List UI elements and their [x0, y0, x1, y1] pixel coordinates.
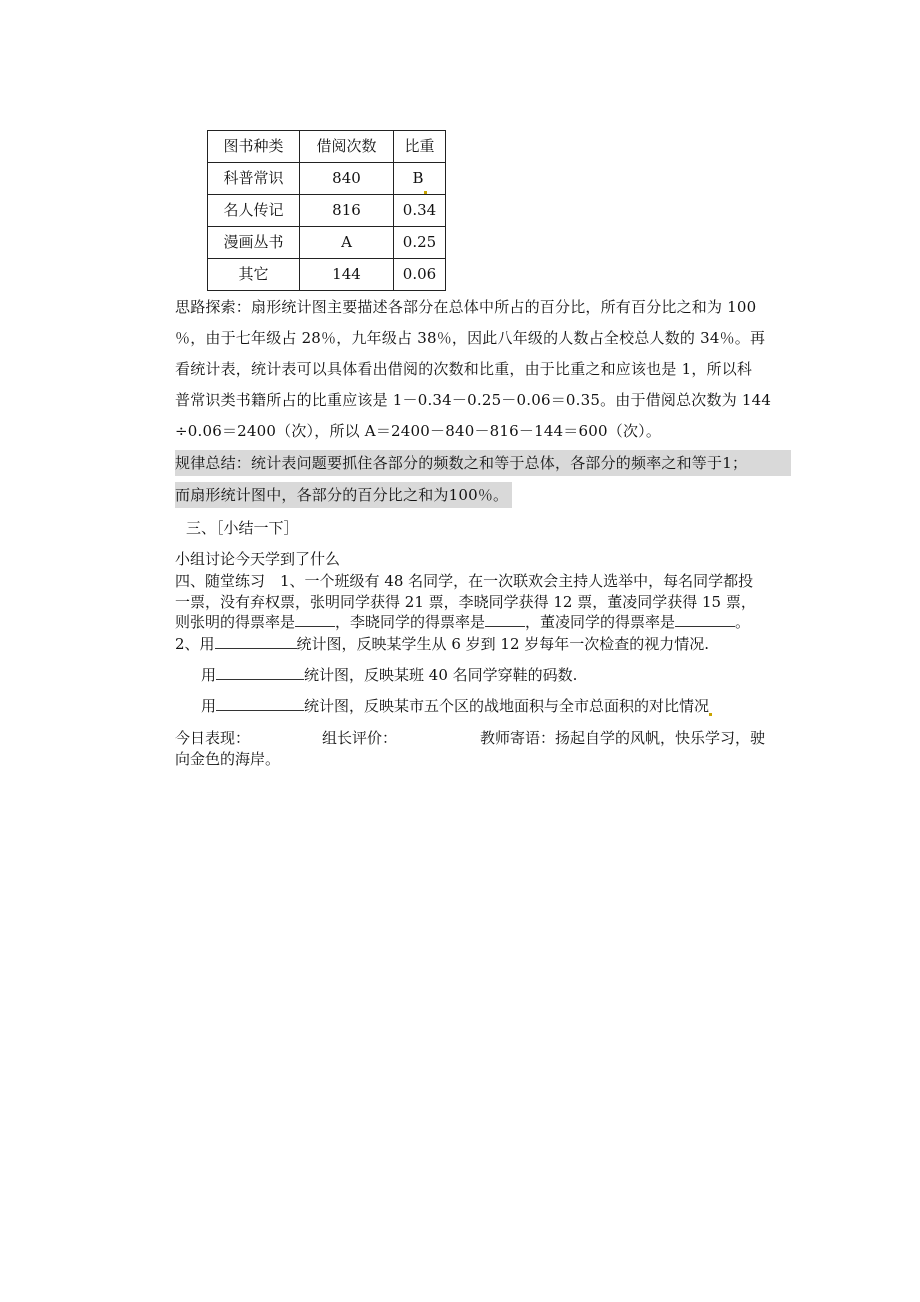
answer-blank[interactable]	[216, 696, 304, 711]
table-cell-text: B	[412, 169, 424, 187]
exercise-text: 统计图，反映某学生从 6 岁到 12 岁每年一次检查的视力情况.	[296, 635, 710, 653]
discussion-text: 小组讨论今天学到了什么	[175, 550, 341, 568]
performance-label: 今日表现：	[175, 729, 251, 747]
exercise-text: 用	[201, 666, 217, 684]
table-cell: 816	[300, 195, 394, 227]
analysis-line: 思路探索：扇形统计图主要描述各部分在总体中所占的百分比，所有百分比之和为 100	[175, 298, 757, 316]
book-borrowing-table	[207, 130, 446, 291]
answer-blank[interactable]	[215, 634, 297, 649]
table-cell: 0.25	[394, 227, 446, 259]
table-header-cell: 借阅次数	[300, 131, 394, 163]
table-cell: 其它	[208, 259, 300, 291]
answer-blank[interactable]	[675, 612, 735, 627]
section-title: 三、［小结一下］	[186, 519, 299, 537]
exercise-text: 2、用	[175, 635, 215, 653]
table-cell: 0.34	[394, 195, 446, 227]
table-cell: A	[300, 227, 394, 259]
summary-line: 而扇形统计图中，各部分的百分比之和为100％。	[175, 482, 512, 508]
table-header-cell: 图书种类	[208, 131, 300, 163]
summary-line: 规律总结：统计表问题要抓住各部分的频数之和等于总体，各部分的频率之和等于1；	[175, 450, 791, 476]
analysis-line: ÷0.06＝2400（次），所以 A＝2400－840－816－144＝600（次）。	[175, 422, 662, 440]
leader-evaluation-label: 组长评价：	[322, 729, 398, 747]
table-cell: 840	[300, 163, 394, 195]
table-header-cell: 比重	[394, 131, 446, 163]
exercise-text: 用	[201, 697, 217, 715]
exercise-text: ，董凌同学的得票率是	[525, 613, 676, 631]
answer-blank[interactable]	[216, 665, 304, 680]
table-row	[208, 195, 446, 227]
table-row	[208, 259, 446, 291]
exercise-text: 统计图，反映某市五个区的战地面积与全市总面积的对比情况	[304, 697, 710, 715]
table-cell: 0.06	[394, 259, 446, 291]
table-cell	[394, 163, 446, 195]
exercise-text: 则张明的得票率是	[175, 613, 296, 631]
analysis-line: 看统计表，统计表可以具体看出借阅的次数和比重，由于比重之和应该也是 1，所以科	[175, 360, 753, 378]
table-row	[208, 163, 446, 195]
answer-blank[interactable]	[485, 612, 525, 627]
exercise-line	[175, 611, 750, 632]
exercise-text: 统计图，反映某班 40 名同学穿鞋的码数.	[304, 666, 578, 684]
exercise-line: 一票，没有弃权票，张明同学获得 21 票，李晓同学获得 12 票，董凌同学获得 15 票，	[175, 593, 756, 611]
table-cell: 漫画丛书	[208, 227, 300, 259]
exercise-line	[175, 633, 709, 654]
exercise-line	[201, 695, 712, 716]
marker-dot	[709, 713, 712, 716]
teacher-message-continued: 向金色的海岸。	[175, 750, 281, 768]
table-cell: 科普常识	[208, 163, 300, 195]
table-cell: 144	[300, 259, 394, 291]
analysis-line: 普常识类书籍所占的比重应该是 1－0.34－0.25－0.06＝0.35。由于借阅总次数为 144	[175, 391, 772, 409]
analysis-line: ％，由于七年级占 28％，九年级占 38％，因此八年级的人数占全校总人数的 34％。再	[175, 329, 766, 347]
table-header-row	[208, 131, 446, 163]
marker-dot	[424, 191, 427, 194]
answer-blank[interactable]	[295, 612, 335, 627]
exercise-text: ，李晓同学的得票率是	[335, 613, 486, 631]
teacher-message: 教师寄语：扬起自学的风帆，快乐学习，驶	[480, 729, 766, 747]
exercise-line: 四、随堂练习 1、一个班级有 48 名同学，在一次联欢会主持人选举中，每名同学都投	[175, 572, 754, 590]
exercise-text: 。	[735, 613, 751, 631]
table-row	[208, 227, 446, 259]
table-cell: 名人传记	[208, 195, 300, 227]
exercise-line	[201, 664, 577, 685]
